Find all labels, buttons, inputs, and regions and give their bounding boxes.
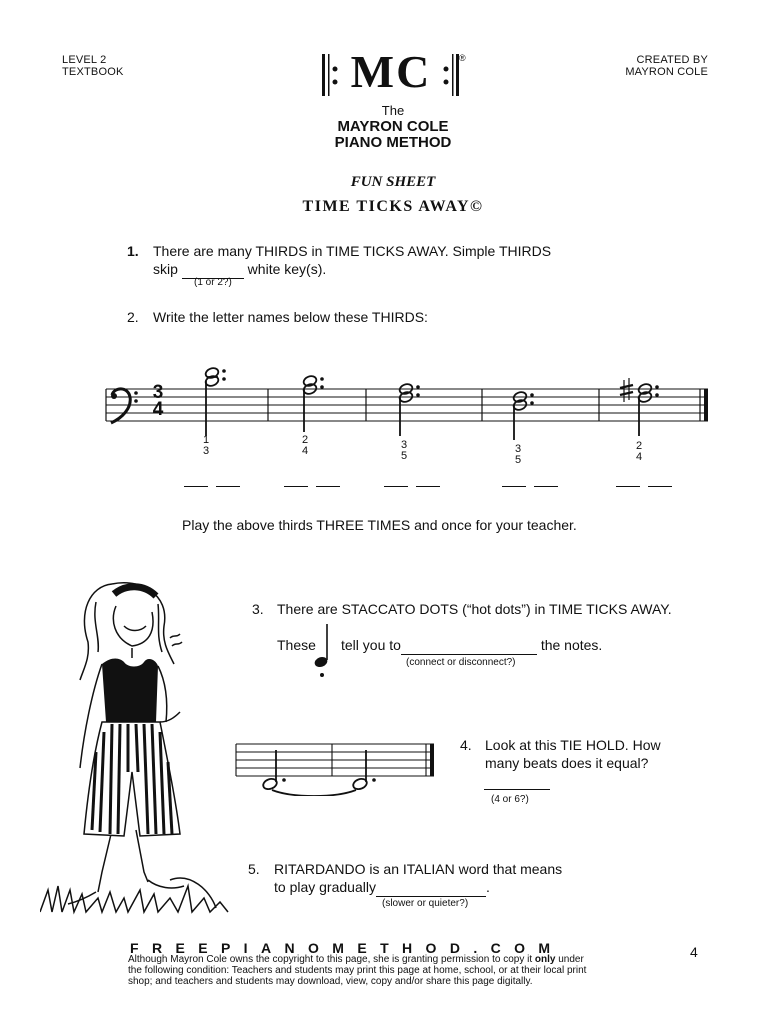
question-3-number: 3. [252, 601, 264, 617]
time-signature: 3 4 [152, 382, 164, 420]
footer-url[interactable]: FREEPIANOMETHOD.COM [130, 940, 564, 956]
brand-logo-letters: MC [350, 46, 432, 97]
answer-line-third-4b[interactable] [534, 486, 558, 487]
hint-1: (1 or 2?) [194, 277, 232, 288]
method-name: MAYRON COLE PIANO METHOD [334, 118, 452, 151]
answer-line-third-1a[interactable] [184, 486, 208, 487]
question-4-text: Look at this TIE HOLD. How many beats does it equal? [485, 737, 661, 771]
copyright-notice: Although Mayron Cole owns the copyright to this page, she is granting permission to copy it only under the following condition: Teachers and students may print this page at home, school, or at their local print shop; and teachers and students may download, view, copy and/or share this page digitally. [128, 954, 587, 987]
fingering-3: 3 5 [400, 439, 408, 462]
question-3-line-2: tell you to the notes. [341, 637, 603, 653]
fingering-5: 2 4 [635, 440, 643, 463]
sharp-icon [620, 378, 633, 402]
question-1-line-2: skip white key(s). [153, 261, 327, 277]
answer-blank-3[interactable] [401, 636, 537, 655]
hint-3: (connect or disconnect?) [406, 657, 516, 668]
fingering-4: 3 5 [514, 443, 522, 466]
answer-line-third-5b[interactable] [648, 486, 672, 487]
brand-logo [318, 46, 468, 106]
question-5-line-2: to play gradually . [274, 879, 490, 895]
answer-line-third-3b[interactable] [416, 486, 440, 487]
answer-line-third-2b[interactable] [316, 486, 340, 487]
level-label: LEVEL 2 TEXTBOOK [62, 54, 124, 78]
question-5-text: RITARDANDO is an ITALIAN word that means to play gradually . [274, 860, 694, 897]
question-4-number: 4. [460, 737, 472, 753]
sheet-title: TIME TICKS AWAY© [302, 198, 484, 215]
question-1-text: There are many THIRDS in TIME TICKS AWAY. Simple THIRDS skip white key(s). [153, 242, 633, 279]
creator-label: CREATED BY MAYRON COLE [625, 54, 708, 78]
answer-blank-4[interactable] [484, 789, 550, 790]
hint-5: (slower or quieter?) [382, 898, 469, 909]
music-staff-thirds [100, 360, 712, 440]
play-instruction: Play the above thirds THREE TIMES and once for your teacher. [182, 517, 577, 533]
registered-mark: ® [459, 53, 466, 63]
answer-line-third-2a[interactable] [284, 486, 308, 487]
answer-line-third-4a[interactable] [502, 486, 526, 487]
question-2-text: Write the letter names below these THIRDS: [153, 309, 428, 325]
tie-hold-staff [232, 736, 438, 796]
question-1: 1. [127, 243, 139, 259]
logo-the: The [381, 103, 405, 118]
answer-line-third-1b[interactable] [216, 486, 240, 487]
fingering-1: 1 3 [202, 434, 210, 457]
sheet-subtitle: FUN SHEET [350, 174, 436, 190]
fingering-2: 2 4 [301, 434, 309, 457]
answer-line-third-3a[interactable] [384, 486, 408, 487]
answer-line-third-5a[interactable] [616, 486, 640, 487]
question-5-number: 5. [248, 861, 260, 877]
question-3-these: These [277, 637, 316, 653]
hint-4: (4 or 6?) [491, 794, 529, 805]
bass-clef-icon [111, 389, 138, 423]
question-2-number: 2. [127, 309, 139, 325]
girl-illustration-icon [40, 572, 240, 932]
girl-illustration [40, 572, 240, 932]
question-3-text: There are STACCATO DOTS (“hot dots”) in TIME TICKS AWAY. [277, 601, 672, 617]
staccato-note-icon [310, 622, 334, 678]
answer-blank-5[interactable] [376, 878, 486, 897]
page-number: 4 [690, 944, 698, 960]
